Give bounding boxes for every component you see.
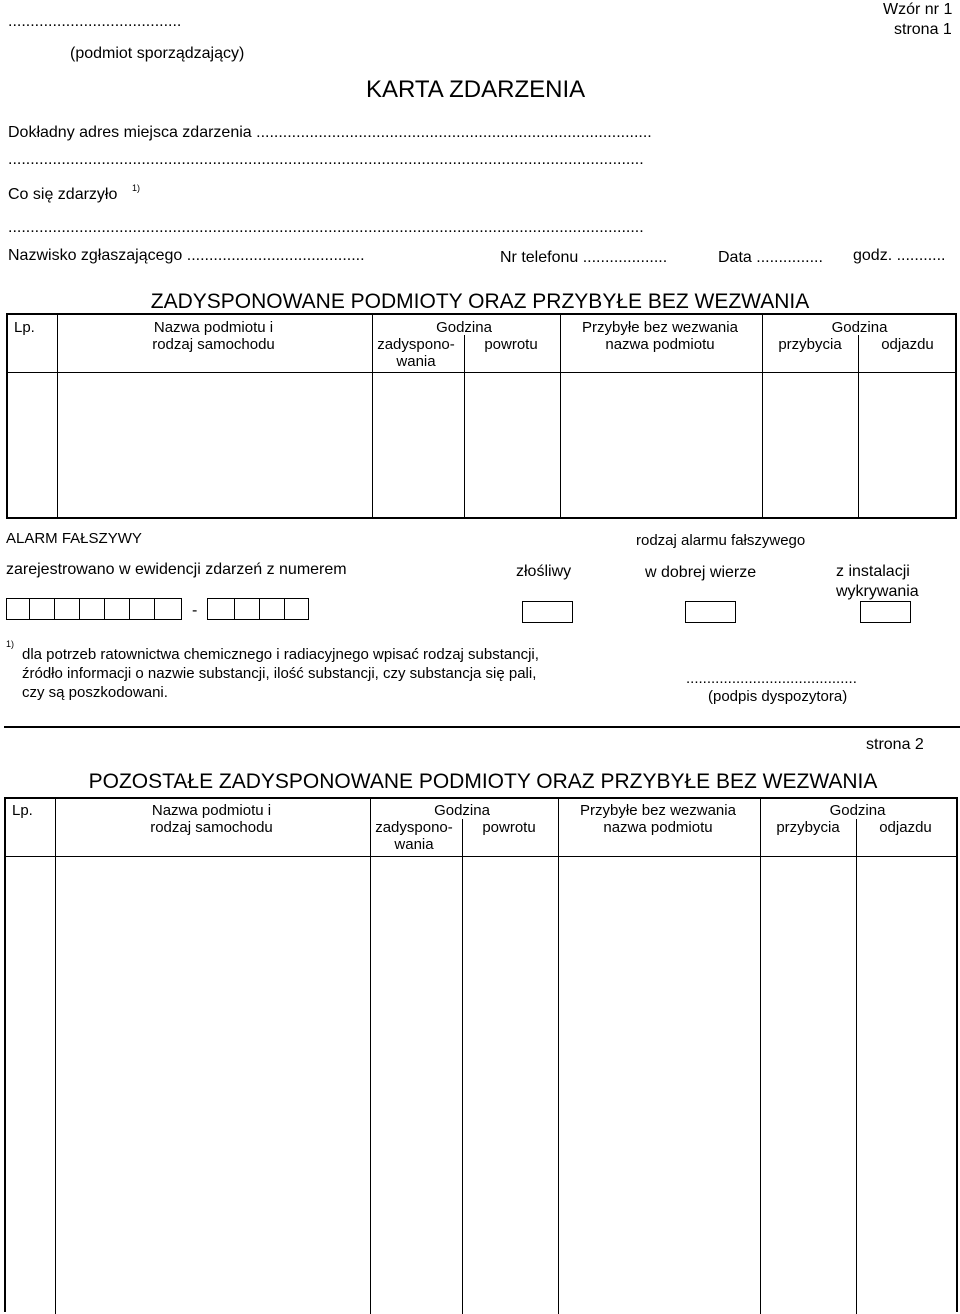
- footnote-ref: 1): [132, 183, 141, 193]
- col-lp: Lp.: [14, 319, 35, 336]
- col-return-2: powrotu: [482, 819, 536, 836]
- malicious-checkbox[interactable]: [522, 601, 573, 623]
- table-1-title: ZADYSPONOWANE PODMIOTY ORAZ PRZYBYŁE BEZ WEZWANIA: [150, 290, 810, 313]
- table-2-title: POZOSTAŁE ZADYSPONOWANE PODMIOTY ORAZ PRZYBYŁE BEZ WEZWANIA: [88, 770, 878, 793]
- signature-dots[interactable]: .........................................: [686, 670, 857, 687]
- footnote-marker: 1): [6, 639, 15, 649]
- what-happened-label: Co się zdarzyło: [8, 186, 118, 203]
- col-dispatch-2-line-2: wania: [394, 836, 434, 853]
- col-godzina-2: Godzina: [831, 319, 888, 336]
- installation-checkbox[interactable]: [860, 601, 911, 623]
- subject-caption: (podmiot sporządzający): [70, 45, 245, 62]
- col-godzina-p2: Godzina: [434, 802, 490, 819]
- good-faith-label: w dobrej wierze: [645, 564, 757, 581]
- time-field[interactable]: godz. ...........: [853, 247, 946, 264]
- form-number: Wzór nr 1: [883, 1, 953, 18]
- col-name-2-line-1: Nazwa podmiotu i: [151, 802, 272, 819]
- col-arrived-2-line-1: Przybyłe bez wezwania: [580, 802, 736, 819]
- installation-label-2: wykrywania: [836, 583, 919, 600]
- event-number-input-2[interactable]: [207, 598, 309, 620]
- registered-label: zarejestrowano w ewidencji zdarzeń z numerem: [6, 561, 347, 578]
- footnote-line-1: dla potrzeb ratownictwa chemicznego i radiacyjnego wpisać rodzaj substancji,: [22, 646, 539, 663]
- reporter-field[interactable]: Nazwisko zgłaszającego ........................................: [8, 247, 365, 264]
- what-happened-line-2[interactable]: ...............................................................................................................................................: [8, 219, 644, 236]
- page-title: KARTA ZDARZENIA: [366, 76, 586, 103]
- col-return: powrotu: [484, 336, 538, 353]
- good-faith-checkbox[interactable]: [685, 601, 736, 623]
- address-line-2[interactable]: ...............................................................................................................................................: [8, 151, 644, 168]
- false-alarm-title: ALARM FAŁSZYWY: [6, 530, 142, 547]
- footnote-line-3: czy są poszkodowani.: [22, 684, 168, 701]
- signature-caption: (podpis dyspozytora): [708, 688, 848, 705]
- col-arrival-2: przybycia: [776, 819, 840, 836]
- event-number-input-1[interactable]: [6, 598, 182, 620]
- col-name-2-line-2: rodzaj samochodu: [150, 819, 273, 836]
- col-name-line-1: Nazwa podmiotu i: [153, 319, 274, 336]
- col-godzina-2-p2: Godzina: [829, 802, 886, 819]
- col-arrived-line-2: nazwa podmiotu: [605, 336, 715, 353]
- col-departure: odjazdu: [881, 336, 934, 353]
- subject-dots: .......................................: [8, 13, 182, 30]
- col-name-line-2: rodzaj samochodu: [152, 336, 275, 353]
- page-separator: [4, 726, 960, 728]
- col-lp-2: Lp.: [12, 802, 33, 819]
- col-departure-2: odjazdu: [879, 819, 932, 836]
- col-arrived-line-1: Przybyłe bez wezwania: [582, 319, 738, 336]
- page-number-2: strona 2: [866, 736, 924, 753]
- table-2-header-divider: [6, 856, 956, 857]
- installation-label-1: z instalacji: [836, 563, 910, 580]
- col-dispatch-line-2: wania: [396, 353, 436, 370]
- footnote-line-2: źródło informacji o nazwie substancji, ilość substancji, czy substancja się pali,: [22, 665, 537, 682]
- col-arrived-2-line-2: nazwa podmiotu: [603, 819, 713, 836]
- phone-field[interactable]: Nr telefonu ...................: [500, 249, 668, 266]
- date-field[interactable]: Data ...............: [718, 249, 823, 266]
- number-dash: -: [192, 602, 198, 619]
- alarm-type-label: rodzaj alarmu fałszywego: [636, 532, 806, 549]
- col-godzina: Godzina: [436, 319, 492, 336]
- table-1-header-divider: [8, 372, 955, 373]
- malicious-label: złośliwy: [516, 563, 572, 580]
- col-dispatch-2-line-1: zadyspono-: [375, 819, 453, 836]
- col-dispatch-line-1: zadyspono-: [377, 336, 455, 353]
- address-field[interactable]: Dokładny adres miejsca zdarzenia .........................................................................................: [8, 124, 652, 141]
- col-arrival: przybycia: [778, 336, 842, 353]
- table-2: [4, 797, 958, 1312]
- page-number-1: strona 1: [894, 21, 952, 38]
